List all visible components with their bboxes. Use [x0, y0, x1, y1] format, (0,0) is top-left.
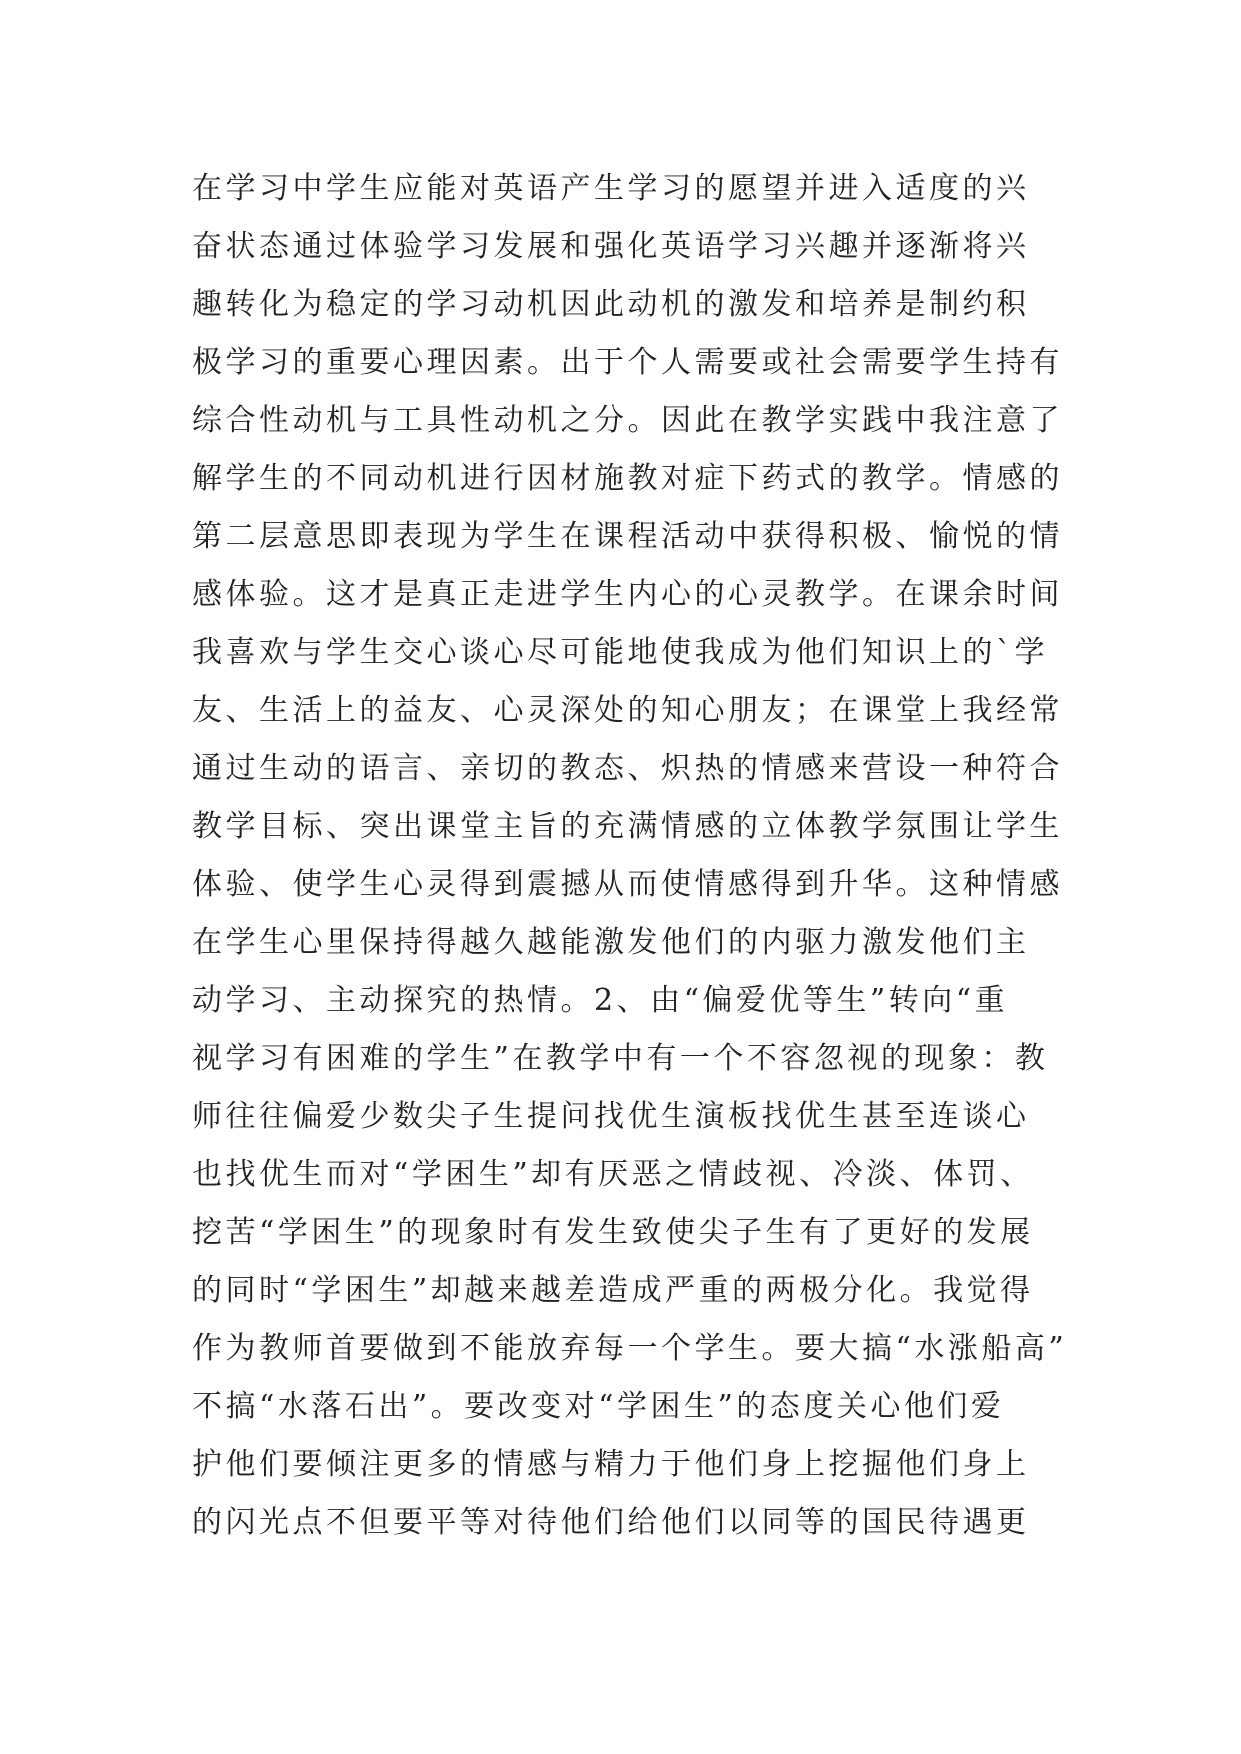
text-line: 我喜欢与学生交心谈心尽可能地使我成为他们知识上的`学: [192, 635, 1048, 670]
text-line: 教学目标、突出课堂主旨的充满情感的立体教学氛围让学生: [192, 809, 1063, 844]
text-line: 趣转化为稳定的学习动机因此动机的激发和培养是制约积: [192, 287, 1030, 322]
text-line: 作为教师首要做到不能放弃每一个学生。要大搞“水涨船高”: [192, 1331, 1068, 1366]
text-line: 不搞“水落石出”。要改变对“学困生”的态度关心他们爱: [192, 1389, 1005, 1424]
text-line: 的同时“学困生”却越来越差造成严重的两极分化。我觉得: [192, 1273, 1034, 1308]
text-line: 动学习、主动探究的热情。2、由“偏爱优等生”转向“重: [192, 983, 1009, 1018]
text-line: 通过生动的语言、亲切的教态、炽热的情感来营设一种符合: [192, 751, 1063, 786]
text-line: 极学习的重要心理因素。出于个人需要或社会需要学生持有: [192, 345, 1063, 380]
text-line: 也找优生而对“学困生”却有厌恶之情歧视、冷淡、体罚、: [192, 1157, 1034, 1192]
text-line: 挖苦“学困生”的现象时有发生致使尖子生有了更好的发展: [192, 1215, 1034, 1250]
text-line: 在学习中学生应能对英语产生学习的愿望并进入适度的兴: [192, 171, 1030, 206]
body-text: [192, 160, 1072, 1552]
text-line: 第二层意思即表现为学生在课程活动中获得积极、愉悦的情: [192, 519, 1063, 554]
text-line: 的闪光点不但要平等对待他们给他们以同等的国民待遇更: [192, 1505, 1030, 1540]
text-line: 友、生活上的益友、心灵深处的知心朋友；在课堂上我经常: [192, 693, 1063, 728]
text-line: 护他们要倾注更多的情感与精力于他们身上挖掘他们身上: [192, 1447, 1030, 1482]
text-line: 在学生心里保持得越久越能激发他们的内驱力激发他们主: [192, 925, 1030, 960]
text-line: 综合性动机与工具性动机之分。因此在教学实践中我注意了: [192, 403, 1063, 438]
text-line: 师往往偏爱少数尖子生提问找优生演板找优生甚至连谈心: [192, 1099, 1030, 1134]
text-line: 体验、使学生心灵得到震撼从而使情感得到升华。这种情感: [192, 867, 1063, 902]
text-line: 感体验。这才是真正走进学生内心的心灵教学。在课余时间: [192, 577, 1063, 612]
text-line: 奋状态通过体验学习发展和强化英语学习兴趣并逐渐将兴: [192, 229, 1030, 264]
text-line: 视学习有困难的学生”在教学中有一个不容忽视的现象：教: [192, 1041, 1049, 1076]
text-line: 解学生的不同动机进行因材施教对症下药式的教学。情感的: [192, 461, 1063, 496]
